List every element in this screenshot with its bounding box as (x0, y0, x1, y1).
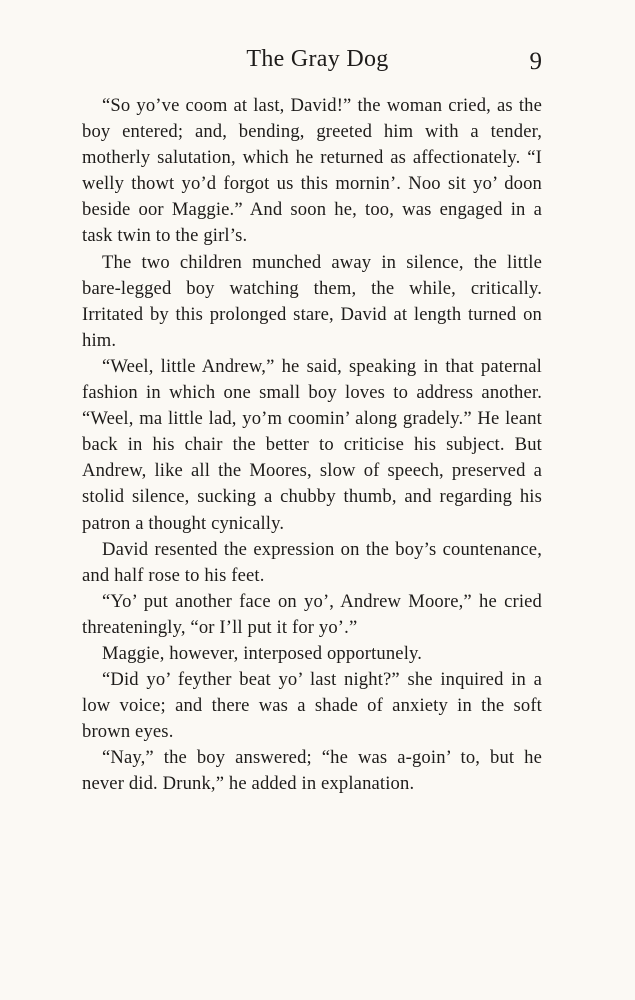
paragraph: “Weel, little Andrew,” he said, speaking in that paternal fashion in which one small boy loves to address another. “Weel, ma little lad, yo’m coomin’ along gradely.” He leant back in his chair the better to criticise his subject. But Andrew, like all the Moores, slow of speech, preserved a stolid silence, sucking a chubby thumb, and regarding his patron a thought cynically. (82, 355, 542, 534)
paragraph: Maggie, however, interposed opportunely. (102, 642, 423, 664)
paragraph: “Did yo’ feyther beat yo’ last night?” she inquired in a low voice; and there was a shade of anxiety in the soft brown eyes. (82, 669, 542, 743)
paragraph: “So yo’ve coom at last, David!” the woman cried, as the boy entered; and, bending, greeted him with a tender, motherly salutation, which he returned as affectionately. “I welly thowt yo’d forgot us this mornin’. Noo sit yo’ doon beside oor Maggie.” And soon he, too, was engaged in a task twin to the girl’s. (82, 95, 542, 247)
body-text (82, 93, 542, 798)
paragraph: The two children munched away in silence, the little bare-legged boy watching them, the while, critically. Irritated by this prolonged stare, David at length turned on him. (82, 251, 542, 351)
page-number: 9 (529, 48, 542, 75)
paragraph: David resented the expression on the boy’s countenance, and half rose to his feet. (82, 538, 542, 586)
paragraph: “Nay,” the boy answered; “he was a-goin’ to, but he never did. Drunk,” he added in explanation. (82, 747, 542, 795)
paragraph: “Yo’ put another face on yo’, Andrew Moore,” he cried threateningly, “or I’ll put it for yo’.” (82, 590, 542, 638)
running-head (0, 46, 635, 80)
running-head-title: The Gray Dog (246, 46, 389, 72)
